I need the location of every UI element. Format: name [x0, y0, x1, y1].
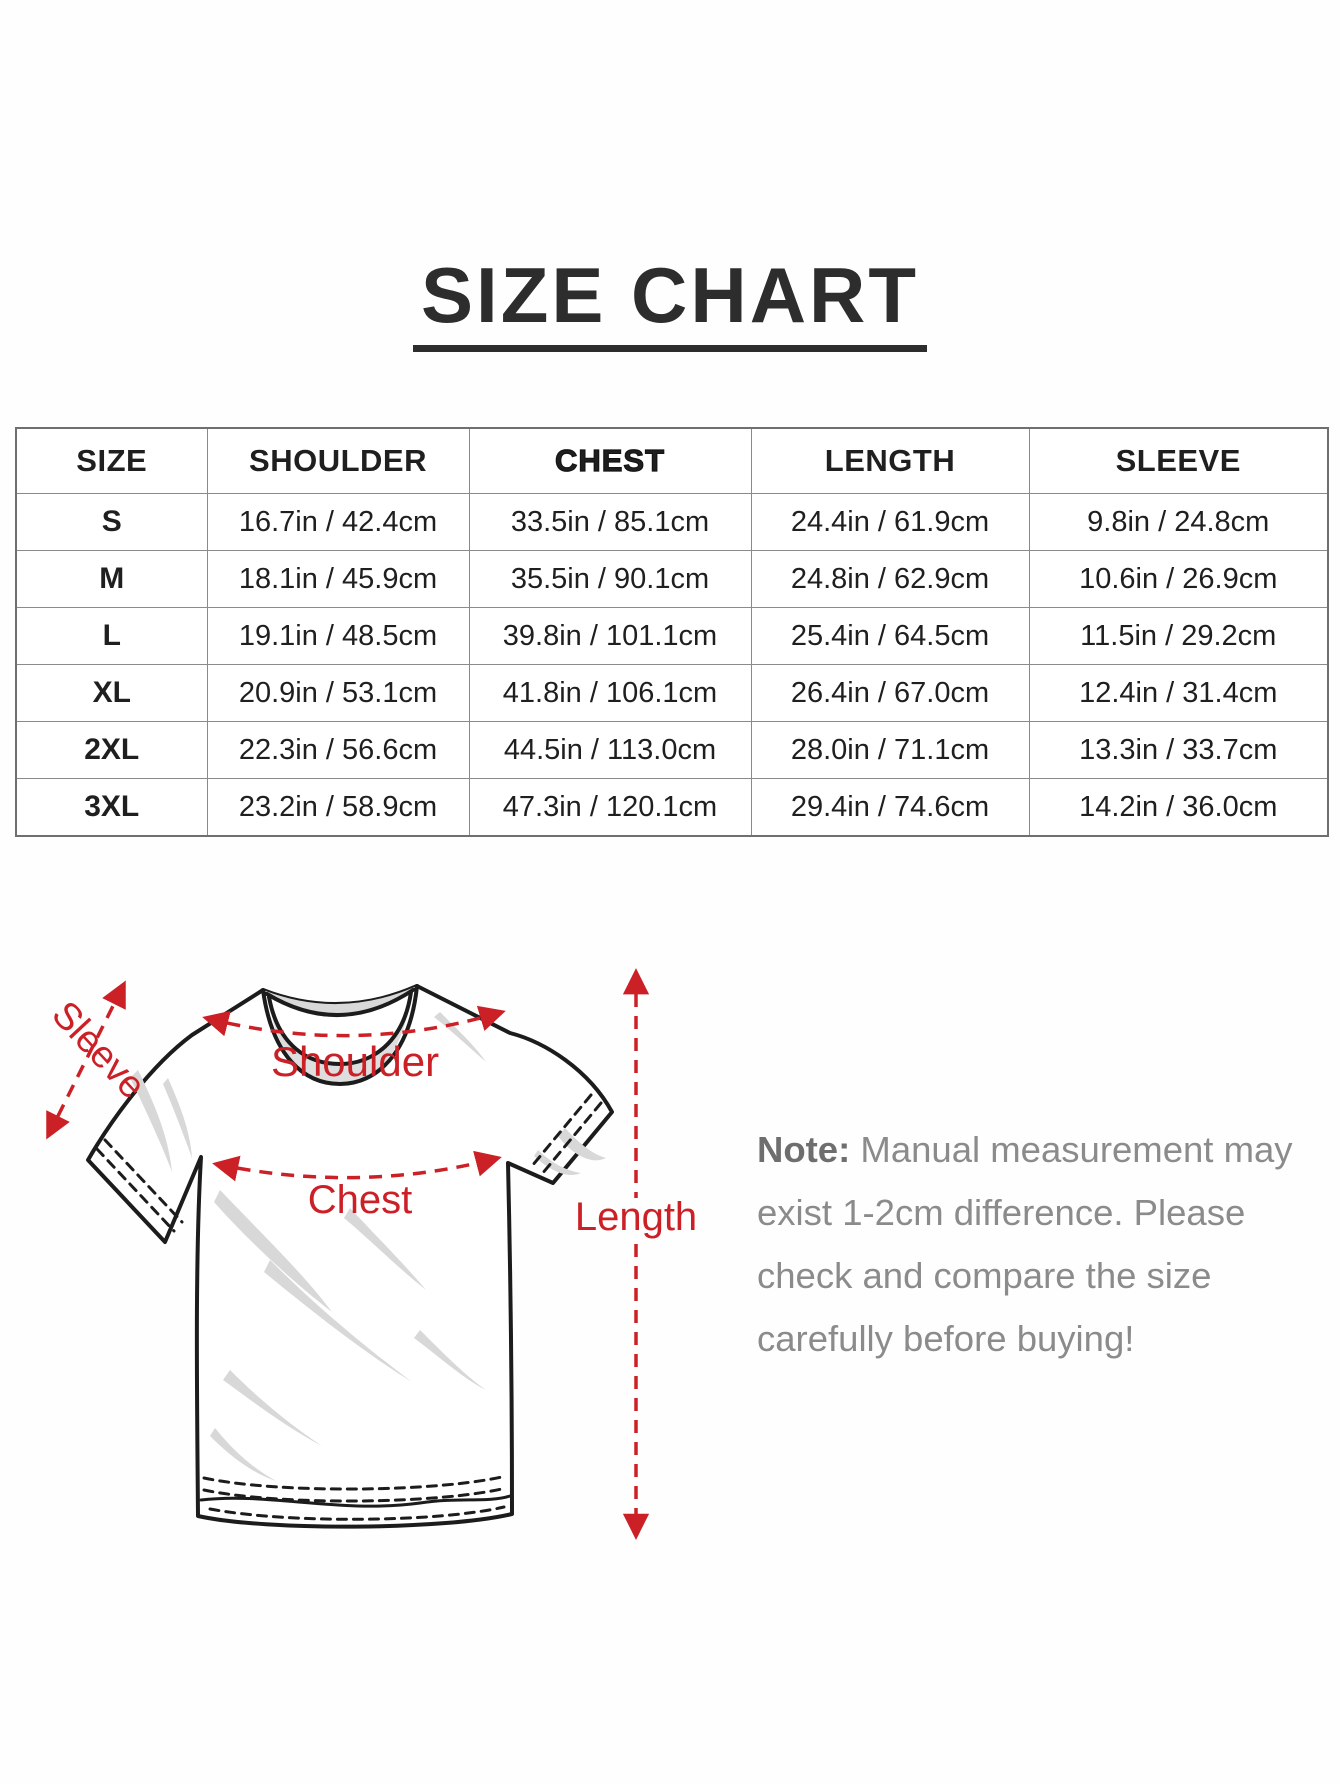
table-header-row — [16, 428, 1328, 494]
note-line: carefully before buying! — [757, 1318, 1135, 1359]
measure-cell: 23.2in / 58.9cm — [207, 779, 469, 837]
measure-cell: 26.4in / 67.0cm — [751, 665, 1029, 722]
note-text — [757, 1118, 1317, 1370]
note-label: Note: — [757, 1129, 851, 1170]
column-header-sleeve: SLEEVE — [1029, 428, 1328, 494]
note-line: Note: Manual measurement may — [757, 1129, 1293, 1170]
size-cell: 2XL — [16, 722, 207, 779]
measure-cell: 12.4in / 31.4cm — [1029, 665, 1328, 722]
table-row-l — [16, 608, 1328, 665]
shoulder-label: Shoulder — [270, 1038, 440, 1085]
column-header-length: LENGTH — [751, 428, 1029, 494]
column-header-size: SIZE — [16, 428, 207, 494]
measure-cell: 33.5in / 85.1cm — [469, 494, 751, 551]
measure-cell: 9.8in / 24.8cm — [1029, 494, 1328, 551]
measure-cell: 44.5in / 113.0cm — [469, 722, 751, 779]
sleeve-label: Sleeve — [43, 993, 154, 1108]
note-line: check and compare the size — [757, 1255, 1212, 1296]
table-row-xl — [16, 665, 1328, 722]
measure-cell: 13.3in / 33.7cm — [1029, 722, 1328, 779]
tshirt-diagram — [20, 830, 700, 1570]
column-header-chest: CHEST — [469, 428, 751, 494]
table-row-s — [16, 494, 1328, 551]
table-row-m — [16, 551, 1328, 608]
measure-cell: 11.5in / 29.2cm — [1029, 608, 1328, 665]
measure-cell: 29.4in / 74.6cm — [751, 779, 1029, 837]
measure-cell: 47.3in / 120.1cm — [469, 779, 751, 837]
measure-cell: 10.6in / 26.9cm — [1029, 551, 1328, 608]
measure-cell: 18.1in / 45.9cm — [207, 551, 469, 608]
size-table — [15, 427, 1329, 837]
measure-cell: 25.4in / 64.5cm — [751, 608, 1029, 665]
length-label: Length — [574, 1195, 698, 1239]
measure-cell: 24.4in / 61.9cm — [751, 494, 1029, 551]
note-line: exist 1-2cm difference. Please — [757, 1192, 1246, 1233]
measure-cell: 35.5in / 90.1cm — [469, 551, 751, 608]
chest-label: Chest — [307, 1178, 413, 1222]
measure-cell: 20.9in / 53.1cm — [207, 665, 469, 722]
measure-cell: 28.0in / 71.1cm — [751, 722, 1029, 779]
measure-cell: 19.1in / 48.5cm — [207, 608, 469, 665]
size-cell: S — [16, 494, 207, 551]
size-cell: L — [16, 608, 207, 665]
size-cell: M — [16, 551, 207, 608]
table-row-3xl — [16, 779, 1328, 837]
measure-cell: 24.8in / 62.9cm — [751, 551, 1029, 608]
table-row-2xl — [16, 722, 1328, 779]
size-cell: 3XL — [16, 779, 207, 837]
page-title: SIZE CHART — [413, 256, 927, 352]
measure-cell: 14.2in / 36.0cm — [1029, 779, 1328, 837]
title-block — [0, 251, 1340, 352]
measure-cell: 22.3in / 56.6cm — [207, 722, 469, 779]
measure-cell: 41.8in / 106.1cm — [469, 665, 751, 722]
measure-cell: 39.8in / 101.1cm — [469, 608, 751, 665]
measure-cell: 16.7in / 42.4cm — [207, 494, 469, 551]
size-cell: XL — [16, 665, 207, 722]
column-header-shoulder: SHOULDER — [207, 428, 469, 494]
